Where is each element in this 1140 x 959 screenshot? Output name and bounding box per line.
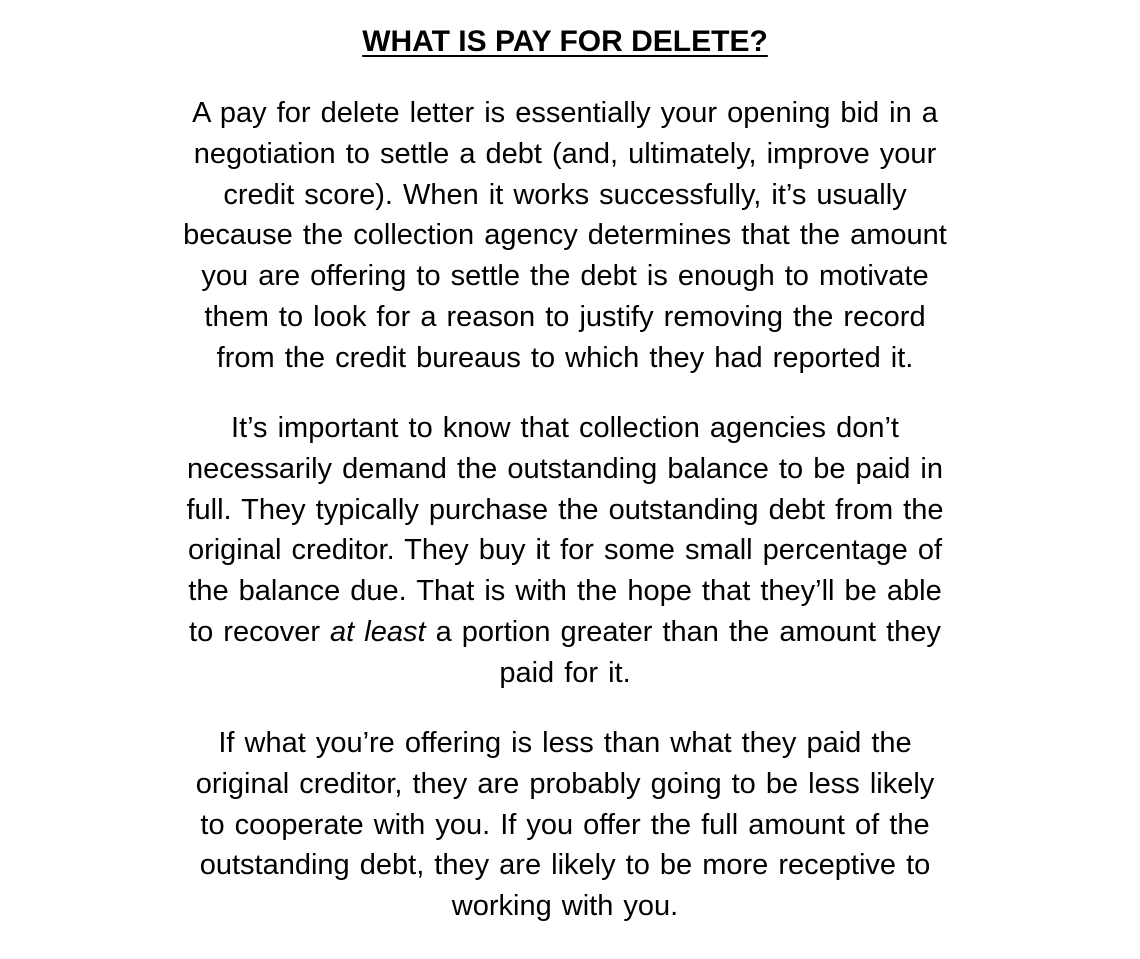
paragraph-line: the balance due. That is with the hope that they’ll be able [188, 575, 942, 608]
paragraph-line: because the collection agency determines that the amount [183, 219, 947, 252]
paragraph-line: them to look for a reason to justify removing the record [204, 300, 926, 333]
paragraph-line: If what you’re offering is less than what they paid the [218, 727, 912, 759]
paragraph-line: A pay for delete letter is essentially your opening bid in a [192, 97, 938, 129]
paragraph-line: credit score). When it works successfully, it’s usually [223, 178, 907, 211]
paragraph-line: from the credit bureaus to which they had reported it. [216, 341, 914, 374]
paragraph-1 [100, 93, 1030, 379]
paragraph-line-emphasis [100, 612, 1030, 653]
line-suffix: a portion greater than the amount they [425, 615, 941, 648]
emphasis-text: at least [330, 615, 426, 648]
paragraph-line: original creditor, they are probably going to be less likely [195, 767, 935, 800]
paragraph-2 [100, 408, 1030, 694]
paragraph-line: It’s important to know that collection agencies don’t [231, 412, 899, 444]
paragraph-line: negotiation to settle a debt (and, ultimately, improve your [193, 137, 937, 170]
paragraph-line: outstanding debt, they are likely to be more receptive to [199, 849, 931, 882]
paragraph-line: working with you. [451, 890, 679, 923]
line-prefix: to recover [189, 615, 331, 648]
paragraph-3 [100, 723, 1030, 927]
paragraph-line: necessarily demand the outstanding balance to be paid in [186, 452, 943, 485]
paragraph-line: to cooperate with you. If you offer the full amount of the [200, 808, 930, 841]
paragraph-line: full. They typically purchase the outstanding debt from the [186, 493, 944, 526]
paragraph-line: you are offering to settle the debt is enough to motivate [201, 260, 929, 293]
paragraph-line: paid for it. [499, 656, 631, 689]
paragraph-line: original creditor. They buy it for some small percentage of [187, 534, 943, 567]
page-title: WHAT IS PAY FOR DELETE? [362, 25, 768, 58]
